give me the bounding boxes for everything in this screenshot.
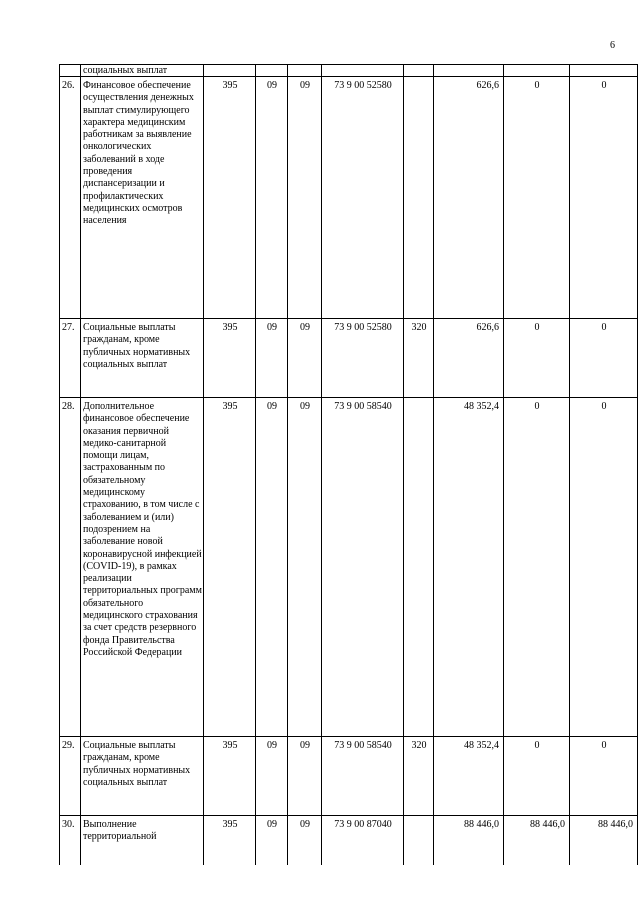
cell-subsection [288,65,322,77]
row-target: 73 9 00 52580 [322,77,404,319]
row-subsection: 09 [288,398,322,737]
row-sum1: 626,6 [434,319,504,398]
row-target: 73 9 00 58540 [322,398,404,737]
page-number: 6 [610,40,615,51]
budget-table [59,64,638,865]
cell-ministry [204,65,256,77]
row-sum2: 0 [504,398,570,737]
row-type [404,398,434,737]
cell-type [404,65,434,77]
row-ministry: 395 [204,319,256,398]
row-target: 73 9 00 87040 [322,816,404,866]
row-section: 09 [256,737,288,816]
row-ministry: 395 [204,816,256,866]
table-row [60,319,638,398]
cell-target [322,65,404,77]
row-sum1: 626,6 [434,77,504,319]
row-number: 28. [60,398,81,737]
cell-sum1 [434,65,504,77]
table-row [60,816,638,866]
row-ministry: 395 [204,737,256,816]
row-sum2: 0 [504,319,570,398]
row-sum2: 0 [504,77,570,319]
row-sum3: 0 [570,319,638,398]
row-subsection: 09 [288,319,322,398]
cell-section [256,65,288,77]
row-sum3: 0 [570,77,638,319]
row-sum3: 0 [570,398,638,737]
row-sum1: 88 446,0 [434,816,504,866]
row-type [404,816,434,866]
row-name: Выполнение территориальной [81,816,204,866]
cell-sum3 [570,65,638,77]
row-section: 09 [256,319,288,398]
row-number: 30. [60,816,81,866]
row-name: Финансовое обеспечение осуществления денежных выплат стимулирующего характера медицинским работникам за выявление онкологических заболеваний в ходе проведения диспансеризации и профилактических медицинских осмотров населения [81,77,204,319]
cell-num [60,65,81,77]
row-ministry: 395 [204,398,256,737]
row-subsection: 09 [288,77,322,319]
row-section: 09 [256,816,288,866]
cell-sum2 [504,65,570,77]
row-sum1: 48 352,4 [434,737,504,816]
row-sum1: 48 352,4 [434,398,504,737]
row-sum2: 0 [504,737,570,816]
cell-name: социальных выплат [81,65,204,77]
row-number: 27. [60,319,81,398]
row-type: 320 [404,737,434,816]
row-sum3: 88 446,0 [570,816,638,866]
row-number: 29. [60,737,81,816]
table-row [60,737,638,816]
row-subsection: 09 [288,816,322,866]
row-sum2: 88 446,0 [504,816,570,866]
table-row [60,398,638,737]
table-row [60,77,638,319]
table-row-continuation [60,65,638,77]
row-type [404,77,434,319]
row-section: 09 [256,77,288,319]
row-name: Социальные выплаты гражданам, кроме публичных нормативных социальных выплат [81,737,204,816]
row-target: 73 9 00 58540 [322,737,404,816]
row-number: 26. [60,77,81,319]
row-name: Дополнительное финансовое обеспечение оказания первичной медико-санитарной помощи лицам, застрахованным по обязательному медицинскому страхованию, в том числе с заболеванием и (или) подозрением на заболевание новой коронавирусной инфекцией (COVID-19), в рамках реализации территориальных программ обязательного медицинского страхования за счет средств резервного фонда Правительства Российской Федерации [81,398,204,737]
row-sum3: 0 [570,737,638,816]
row-subsection: 09 [288,737,322,816]
row-target: 73 9 00 52580 [322,319,404,398]
row-section: 09 [256,398,288,737]
row-name: Социальные выплаты гражданам, кроме публичных нормативных социальных выплат [81,319,204,398]
row-type: 320 [404,319,434,398]
row-ministry: 395 [204,77,256,319]
